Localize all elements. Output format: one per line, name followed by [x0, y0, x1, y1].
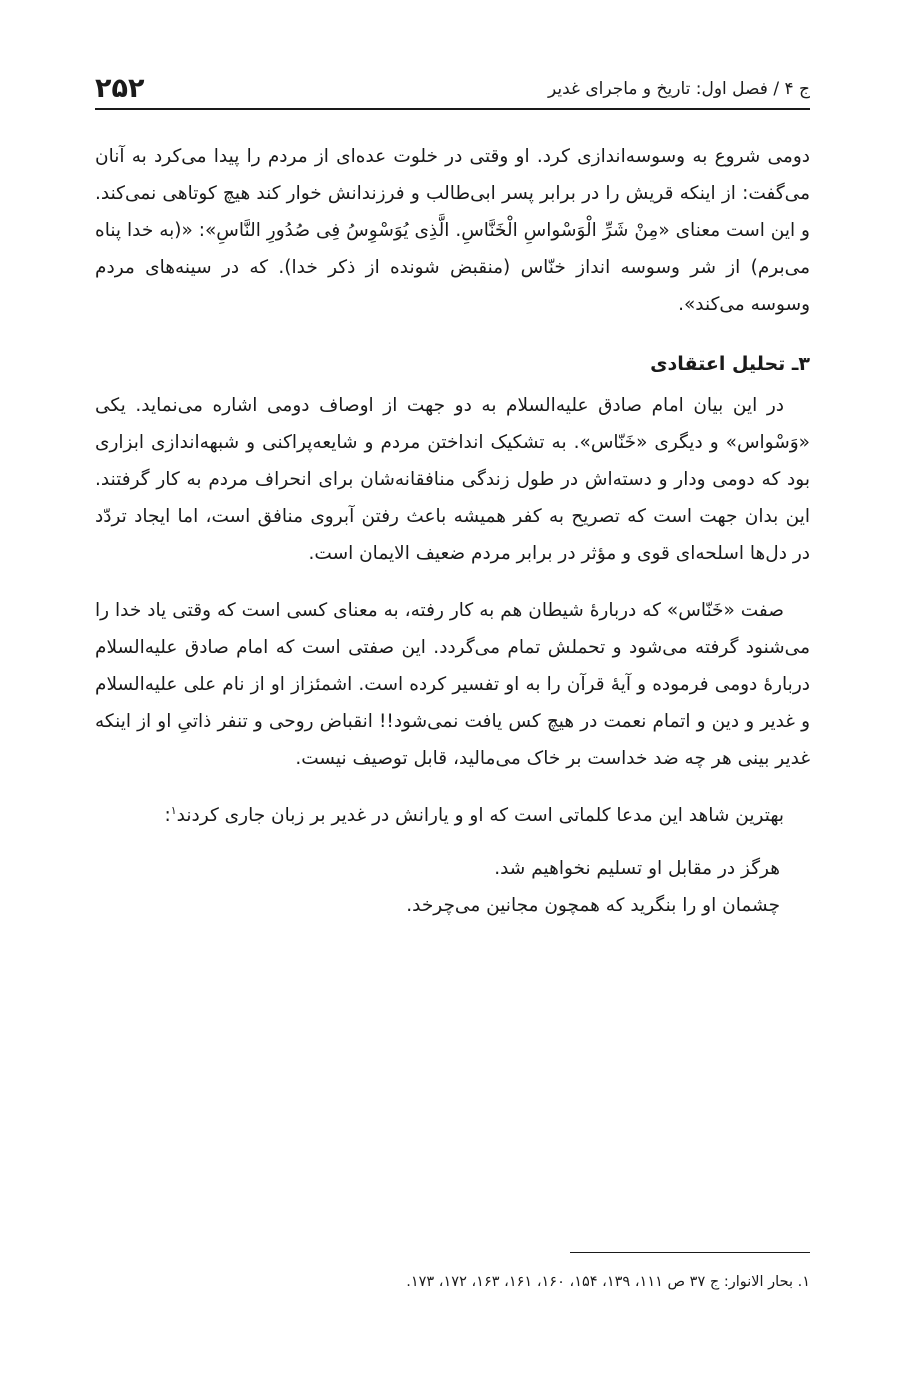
- header-title: ج ۴ / فصل اول: تاریخ و ماجرای غدیر: [547, 79, 810, 99]
- footnote-marker: ۱: [170, 803, 177, 817]
- paragraph-1: دومی شروع به وسوسه‌اندازی کرد. او وقتی در خلوت عده‌ای از مردم را پیدا می‌کرد به آنان می‌گفت: از اینکه قریش را در برابر پسر ابی‌طالب و فرزندانش خوار کند هیچ کوتاهی نمی‌کند. و این است معنای «مِنْ شَرِّ الْوَسْواسِ الْخَنَّاسِ. الَّذِی یُوَسْوِسُ فِی صُدُورِ النَّاسِ»: «(به خدا پناه می‌برم) از شر وسوسه انداز خنّاس (منقبض شونده از ذکر خدا). که در سینه‌های مردم وسوسه می‌کند».: [95, 146, 810, 315]
- paragraph-4-end: :: [164, 805, 171, 826]
- page-number: ۲۵۲: [95, 73, 145, 104]
- paragraph-3: صفت «خَنّاس» که دربارۀ شیطان هم به کار رفته، به معنای کسی است که وقتی یاد خدا را می‌شنود گرفته می‌شود و تحملش تمام می‌گردد. این صفتی است که امام صادق علیه‌السلام دربارۀ دومی فرموده و آیۀ قرآن را به او تفسیر کرده است. اشمئزاز او از نام علی علیه‌السلام و غدیر و دین و اتمام نعمت در هیچ کس یافت نمی‌شود!! انقباض روحی و تنفر ذاتیِ او از اینکه غدیر بینی هر چه ضد خداست بر خاک می‌مالید، قابل توصیف نیست.: [95, 600, 810, 769]
- verse-line-1: هرگز در مقابل او تسلیم نخواهیم شد.: [494, 858, 780, 879]
- running-header: [95, 60, 810, 110]
- book-page: [95, 60, 810, 1290]
- section-heading: ۳ـ تحلیل اعتقادی: [650, 353, 810, 375]
- quoted-verses: [95, 850, 780, 924]
- footnote: ۱. بحار الانوار: ج ۳۷ ص ۱۱۱، ۱۳۹، ۱۵۴، ۱۶۰، ۱۶۱، ۱۶۳، ۱۷۲، ۱۷۳.: [406, 1274, 810, 1290]
- verse-line-2: چشمان او را بنگرید که همچون مجانین می‌چرخد.: [406, 895, 780, 916]
- body-text: [95, 138, 810, 924]
- paragraph-2: در این بیان امام صادق علیه‌السلام به دو جهت از اوصاف دومی اشاره می‌نماید. یکی «وَسْواس» و دیگری «خَنّاس». به تشکیک انداختن مردم و شایعه‌پراکنی و شبهه‌اندازی ابزاری بود که دومی ودار و دسته‌اش در طول زندگی منافقانه‌شان برای انحراف مردم به کار گرفتند. این بدان جهت است که تصریح به کفر همیشه باعث رفتن آبروی منافق است، اما ایجاد تردّد در دل‌ها اسلحه‌ای قوی و مؤثر در برابر مردم ضعیف الایمان است.: [95, 395, 810, 564]
- footnote-divider: [570, 1252, 810, 1253]
- paragraph-4-text: بهترین شاهد این مدعا کلماتی است که او و یارانش در غدیر بر زبان جاری کردند: [176, 805, 784, 826]
- paragraph-4: [95, 797, 810, 834]
